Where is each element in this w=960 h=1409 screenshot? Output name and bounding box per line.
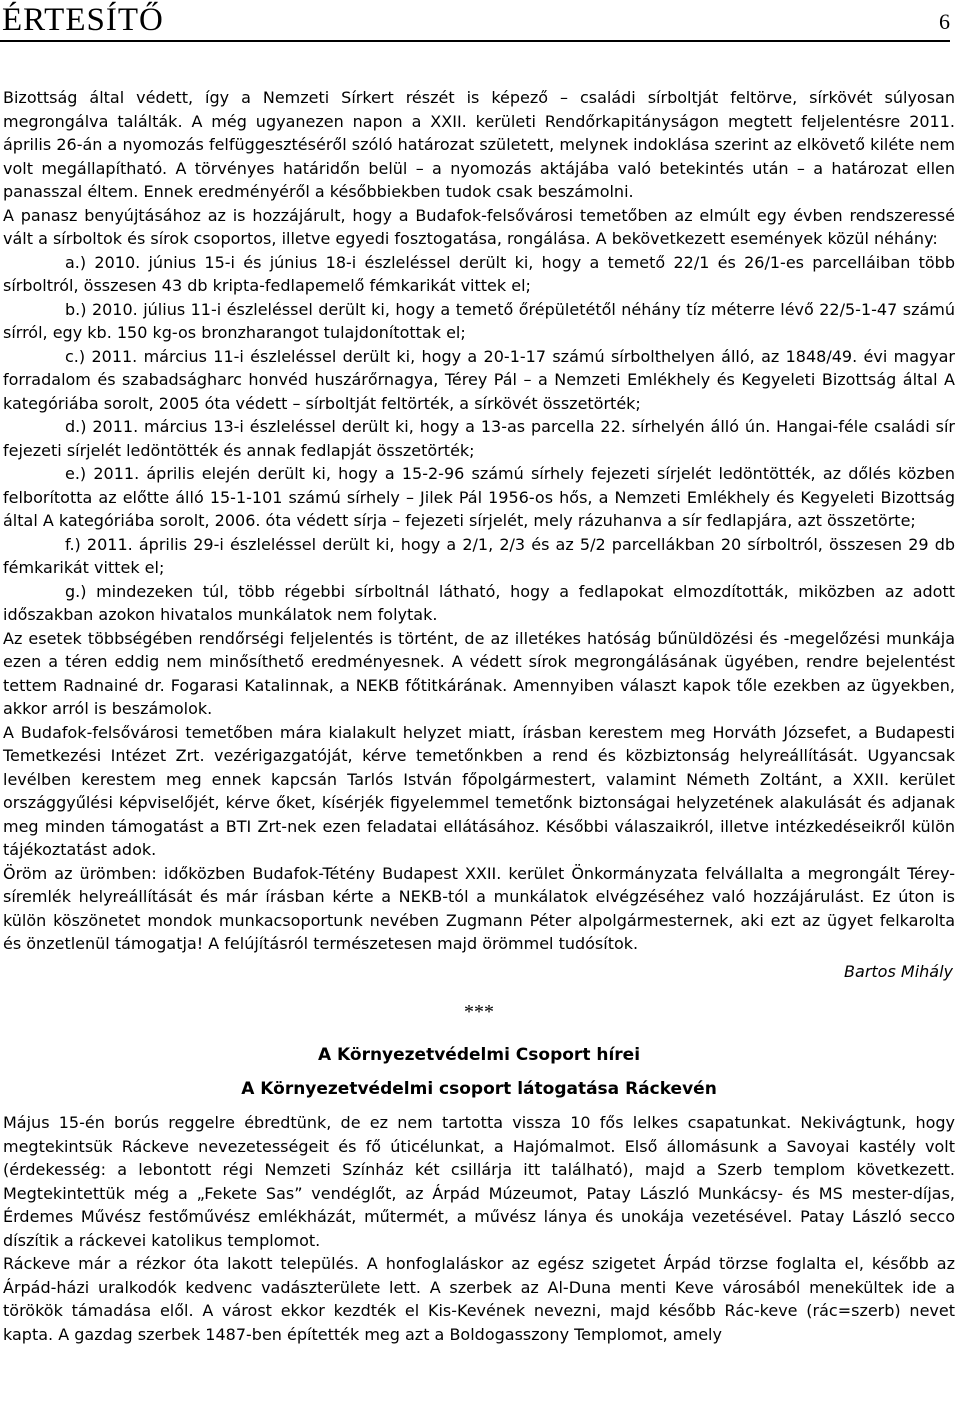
article2-paragraph: Ráckeve már a rézkor óta lakott település. A honfoglaláskor az egész szigetet Árpád törzse foglalta el, később az Árpád-házi uralkodók kedvenc vadászterülete lett. A szerbek az Al-Duna menti Keve városából menekültek ide a törökök támadása elől. A várost ekkor kezdték el Kis-Kevének nevezni, majd később Rác-keve (rác=szerb) nevet kapta. A gazdag szerbek 1487-ben építették meg azt a Boldogasszony Templomot, amely [3,1254,955,1344]
list-item-e: e.) 2011. április elején derült ki, hogy a 15-2-96 számú sírhely fejezeti sírjelét ledöntötték, az dőlés közben felborította az előtte álló 15-1-101 számú sírhely – Jilek Pál 1956-os hős, a Nemzeti Emlékhely és Kegyeleti Bizottság által A kategóriába sorolt, 2006. óta védett sírja – fejezeti sírjelét, mely rázuhanva a sír fedlapjára, azt összetörte; [3,464,955,530]
article2-paragraph: Május 15-én borús reggelre ébredtünk, de ez nem tartotta vissza 10 fős lelkes csapatunkat. Nekivágtunk, hogy megtekintsük Ráckeve nevezetességeit és fő úticélunkat, a Hajómalmot. Első állomásunk a Savoyai kastély volt (érdekesség: a lebontott régi Nemzeti Színház két csillárja itt található), majd a Szerb templom következett. Megtekintettük még a „Fekete Sas” vendéglőt, az Árpád Múzeumot, Patay László Munkácsy- és MS mester-díjas, Érdemes Művész festőművész emlékházát, műtermét, a művész lánya és unokája vezetésével. Patay László secco díszítik a ráckevei katolikus templomot. [3,1113,955,1250]
page-content [3,86,955,1346]
section-separator: *** [464,1001,494,1023]
article-title: A Környezetvédelmi csoport látogatása Ráckevén [241,1079,717,1099]
article1-paragraph: A Budafok-felsővárosi temetőben mára kialakult helyzet miatt, írásban kerestem meg Horváth Józsefet, a Budapesti Temetkezési Intézet Zrt. vezérigazgatóját, kérve temetőnkben a rend és közbiztonság helyreállítását. Ugyancsak levélben kerestem meg ennek kapcsán Tarlós István főpolgármestert, valamint Németh Zoltánt, a XXII. kerület országgyűlési képviselőjét, kérve őket, kísérjék figyelemmel temetőnk biztonságai helyzetének alakulását és adjanak meg minden támogatást a BTI Zrt-nek ezen feladatai ellátásához. Későbbi válaszaikról, illetve intézkedéseikről külön tájékoztatást adok. [3,722,955,859]
list-item-a: a.) 2010. június 15-i és június 18-i észleléssel derült ki, hogy a temető 22/1 és 26/1-es parcelláiban több sírboltról, összesen 43 db kripta-fedlapemelő fémkarikát vittek el; [3,252,955,295]
article1-paragraph: Bizottság által védett, így a Nemzeti Sírkert részét is képező – családi sírboltját feltörve, sírkövét súlyosan megrongálva találták. A még ugyanezen napon a XXII. kerületi Rendőrkapitányságon megtett feljelentésre 2011. április 26-án a nyomozás felfüggesztéséről szóló határozat született, melynek indoklása szerint az elkövető kiléte nem volt megállapítható. A törvényes határidőn belül – a nyomozás aktájába való betekintés után – a határozat ellen panasszal éltem. Ennek eredményéről a későbbiekben tudok csak beszámolni. [3,88,955,201]
page-header [0,0,950,42]
section-heading: A Környezetvédelmi Csoport hírei [317,1045,641,1065]
list-item-g: g.) mindezeken túl, több régebbi sírboltnál látható, hogy a fedlapokat elmozdították, miközben az adott időszakban azokon hivatalos munkálatok nem folytak. [3,581,955,624]
list-item-c: c.) 2011. március 11-i észleléssel derült ki, hogy a 20-1-17 számú sírbolthelyen álló, az 1848/49. évi magyar forradalom és szabadságharc honvéd huszárőrnagya, Térey Pál – a Nemzeti Emlékhely és Kegyeleti Bizottság által A kategóriába sorolt, 2005 óta védett – sírboltját feltörték, a sírkövét összetörték; [3,346,955,413]
article1-paragraph: Az esetek többségében rendőrségi feljelentés is történt, de az illetékes hatóság bűnüldözési és -megelőzési munkája ezen a téren eddig nem minősíthető eredményesnek. A védett sírok megrongálásának ügyében, rendre bejelentést tettem Radnainé dr. Fogarasi Katalinnak, a NEKB főtitkárának. Amennyiben választ kapok tőle ezekben az ügyekben, akkor arról is beszámolok. [3,628,955,718]
article1-paragraph: A panasz benyújtásához az is hozzájárult, hogy a Budafok-felsővárosi temetőben az elmúlt egy évben rendszeressé vált a sírboltok és sírok csoportos, illetve egyedi fosztogatása, rongálása. A bekövetkezett események közül néhány: [3,205,955,248]
publication-title: ÉRTESÍTŐ [2,2,164,38]
page-number: 6 [939,9,950,34]
article1-paragraph: Öröm az ürömben: időközben Budafok-Tétény Budapest XXII. kerület Önkormányzata felvállalta a megrongált Térey-síremlék helyreállítását és már írásban kérte a NEKB-tól a munkálatok elvégzéséhez való hozzájárulást. Ez úton is külön köszönetet mondok munkacsoportunk nevében Zugmann Péter alpolgármesternek, aki ezt az ügyet felkarolta és önzetlenül támogatja! A felújításról természetesen majd örömmel tudósítok. [3,863,955,953]
list-item-b: b.) 2010. július 11-i észleléssel derült ki, hogy a temető őrépületétől néhány tíz méterre lévő 22/5-1-47 számú sírról, egy kb. 150 kg-os bronzharangot tulajdonítottak el; [3,299,955,342]
list-item-f: f.) 2011. április 29-i észleléssel derült ki, hogy a 2/1, 2/3 és az 5/2 parcellákban 20 sírboltról, összesen 29 db fémkarikát vittek el; [3,534,955,577]
author-signature: Bartos Mihály [844,961,953,981]
list-item-d: d.) 2011. március 13-i észleléssel derült ki, hogy a 13-as parcella 22. sírhelyén álló ún. Hangai-féle családi sír fejezeti sírjelét ledöntötték és annak fedlapját összetörték; [3,417,955,460]
